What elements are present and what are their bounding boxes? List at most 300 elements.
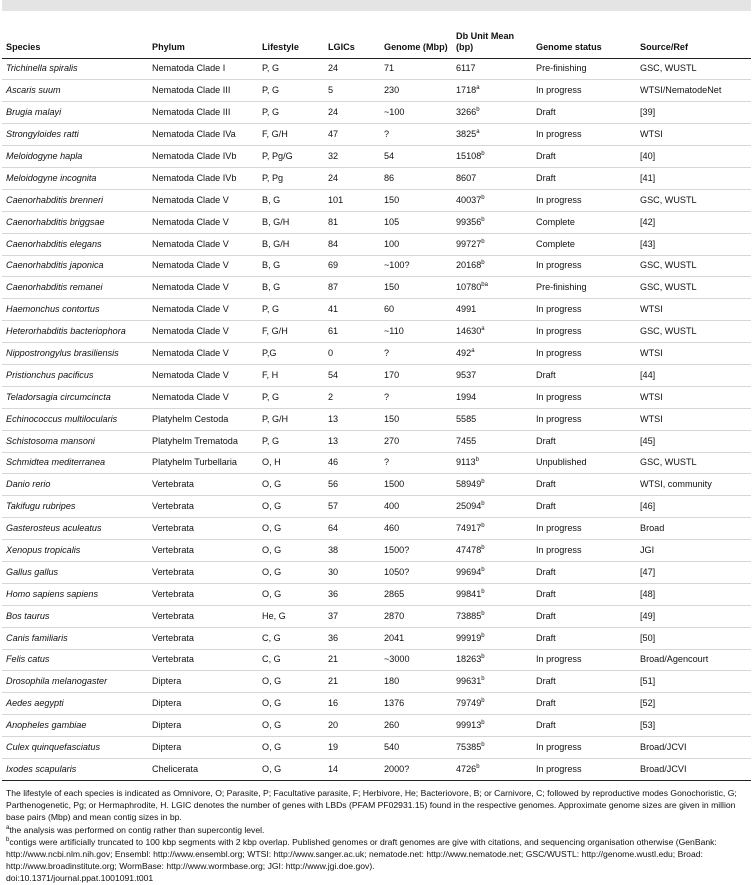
cell-genome: [380, 58, 452, 80]
cell-source-value: [47]: [640, 566, 656, 577]
cell-dbunit-footnote-mark: b: [481, 523, 485, 530]
cell-phylum-value: Vertebrata: [152, 479, 194, 490]
cell-phylum-value: Vertebrata: [152, 632, 194, 643]
cell-species: [2, 321, 148, 343]
cell-lifestyle-value: O, G: [262, 676, 282, 687]
cell-species: [2, 408, 148, 430]
cell-source: [636, 189, 751, 211]
table-row: [2, 386, 751, 408]
cell-dbunit-footnote-mark: b: [481, 238, 485, 245]
cell-lifestyle: [258, 759, 324, 781]
cell-phylum: [148, 452, 258, 474]
cell-dbunit-value: 3266: [456, 107, 477, 118]
cell-phylum: [148, 102, 258, 124]
table-row: [2, 715, 751, 737]
cell-source-value: [39]: [640, 107, 656, 118]
cell-dbunit: [452, 58, 532, 80]
cell-species-value: Pristionchus pacificus: [6, 369, 94, 380]
table-row: [2, 671, 751, 693]
cell-source: [636, 102, 751, 124]
cell-genome: [380, 124, 452, 146]
cell-genome-value: 180: [384, 676, 400, 687]
cell-status: [532, 167, 636, 189]
table-row: [2, 627, 751, 649]
cell-source-value: WTSI: [640, 413, 663, 424]
cell-lgics-value: 16: [328, 698, 339, 709]
footnote-b-mark: b: [6, 836, 10, 843]
cell-lifestyle-value: B, G/H: [262, 216, 290, 227]
table-row: [2, 693, 751, 715]
cell-status-value: Draft: [536, 107, 556, 118]
cell-dbunit-value: 7455: [456, 435, 477, 446]
cell-lifestyle-value: P, G: [262, 435, 280, 446]
cell-genome-value: 270: [384, 435, 400, 446]
table-row: [2, 124, 751, 146]
cell-lgics: [324, 561, 380, 583]
cell-lgics: [324, 321, 380, 343]
cell-status-value: In progress: [536, 85, 582, 96]
cell-lgics: [324, 452, 380, 474]
cell-genome: [380, 299, 452, 321]
cell-species-value: Anopheles gambiae: [6, 720, 87, 731]
table-row: [2, 299, 751, 321]
cell-status: [532, 715, 636, 737]
cell-lifestyle: [258, 715, 324, 737]
cell-source: [636, 759, 751, 781]
cell-species-value: Homo sapiens sapiens: [6, 588, 98, 599]
cell-source: [636, 737, 751, 759]
cell-status-value: Draft: [536, 588, 556, 599]
cell-phylum: [148, 408, 258, 430]
cell-lifestyle: [258, 58, 324, 80]
cell-dbunit-footnote-mark: b: [481, 676, 485, 683]
cell-source: [636, 58, 751, 80]
cell-dbunit-value: 9537: [456, 369, 477, 380]
cell-source-value: GSC, WUSTL: [640, 63, 697, 74]
cell-source: [636, 321, 751, 343]
cell-phylum: [148, 189, 258, 211]
cell-lgics: [324, 693, 380, 715]
cell-source: [636, 124, 751, 146]
cell-dbunit-value: 99694: [456, 566, 482, 577]
cell-dbunit: [452, 671, 532, 693]
cell-genome-value: 230: [384, 85, 400, 96]
table-row: [2, 255, 751, 277]
cell-lifestyle: [258, 408, 324, 430]
cell-genome: [380, 671, 452, 693]
cell-dbunit-footnote-mark: b: [475, 457, 479, 464]
cell-lgics-value: 0: [328, 347, 334, 358]
cell-dbunit-value: 99841: [456, 588, 482, 599]
cell-species: [2, 255, 148, 277]
cell-lifestyle: [258, 386, 324, 408]
table-body: [2, 58, 751, 780]
cell-status: [532, 58, 636, 80]
table-row: [2, 452, 751, 474]
cell-dbunit-footnote-mark: ba: [481, 282, 488, 289]
cell-species: [2, 605, 148, 627]
cell-species: [2, 540, 148, 562]
cell-lifestyle-value: O, G: [262, 479, 282, 490]
cell-species: [2, 343, 148, 365]
cell-lifestyle-value: P, G: [262, 391, 280, 402]
cell-source-value: [49]: [640, 610, 656, 621]
cell-dbunit-footnote-mark: a: [476, 129, 480, 136]
cell-genome: [380, 146, 452, 168]
cell-genome: [380, 189, 452, 211]
cell-species-value: Xenopus tropicalis: [6, 544, 81, 555]
cell-phylum-value: Vertebrata: [152, 654, 194, 665]
cell-lgics: [324, 715, 380, 737]
cell-source-value: [40]: [640, 150, 656, 161]
cell-phylum: [148, 649, 258, 671]
cell-phylum-value: Nematoda Clade III: [152, 85, 231, 96]
table-footnotes: [2, 781, 751, 885]
cell-lifestyle: [258, 518, 324, 540]
cell-phylum-value: Nematoda Clade V: [152, 347, 229, 358]
cell-source-value: GSC, WUSTL: [640, 260, 697, 271]
cell-source-value: WTSI, community: [640, 479, 712, 490]
cell-lifestyle-value: O, G: [262, 544, 282, 555]
cell-species: [2, 211, 148, 233]
table-row: [2, 561, 751, 583]
cell-source: [636, 561, 751, 583]
table-row: [2, 430, 751, 452]
cell-lgics: [324, 408, 380, 430]
cell-phylum: [148, 386, 258, 408]
cell-status-value: In progress: [536, 260, 582, 271]
cell-species: [2, 299, 148, 321]
footnote-b: [6, 836, 747, 873]
cell-dbunit-footnote-mark: b: [481, 501, 485, 508]
cell-phylum-value: Vertebrata: [152, 501, 194, 512]
cell-dbunit-footnote-mark: b: [476, 763, 480, 770]
cell-phylum-value: Platyhelm Turbellaria: [152, 457, 237, 468]
cell-dbunit: [452, 408, 532, 430]
table-row: [2, 233, 751, 255]
cell-lifestyle-value: P, G: [262, 107, 280, 118]
cell-source: [636, 343, 751, 365]
cell-species: [2, 58, 148, 80]
cell-lifestyle-value: B, G: [262, 194, 281, 205]
cell-genome-value: 2000?: [384, 763, 410, 774]
species-table: [2, 11, 751, 781]
cell-source-value: [52]: [640, 698, 656, 709]
cell-phylum-value: Nematoda Clade V: [152, 391, 229, 402]
cell-lgics: [324, 364, 380, 386]
cell-source-value: WTSI: [640, 304, 663, 315]
cell-genome-value: 2870: [384, 610, 405, 621]
cell-genome-value: 1050?: [384, 566, 410, 577]
cell-status-value: In progress: [536, 413, 582, 424]
cell-species-value: Gasterosteus aculeatus: [6, 523, 102, 534]
cell-phylum: [148, 364, 258, 386]
cell-phylum-value: Nematoda Clade IVb: [152, 172, 237, 183]
cell-source-value: [46]: [640, 501, 656, 512]
cell-dbunit-value: 3825: [456, 129, 477, 140]
cell-dbunit: [452, 649, 532, 671]
cell-status-value: Draft: [536, 501, 556, 512]
footnote-a: [6, 824, 747, 836]
cell-source-value: WTSI: [640, 129, 663, 140]
cell-genome-value: 100: [384, 238, 400, 249]
cell-species-value: Canis familiaris: [6, 632, 68, 643]
cell-source: [636, 518, 751, 540]
cell-lgics: [324, 649, 380, 671]
cell-dbunit: [452, 343, 532, 365]
cell-lgics: [324, 737, 380, 759]
cell-species-value: Haemonchus contortus: [6, 304, 100, 315]
cell-species-value: Schmidtea mediterranea: [6, 457, 106, 468]
cell-phylum: [148, 518, 258, 540]
cell-genome-value: 1500: [384, 479, 405, 490]
cell-genome: [380, 540, 452, 562]
cell-dbunit-value: 8607: [456, 172, 477, 183]
cell-source-value: [41]: [640, 172, 656, 183]
cell-genome: [380, 321, 452, 343]
cell-phylum-value: Nematoda Clade I: [152, 63, 226, 74]
table-row: [2, 211, 751, 233]
cell-lgics-value: 2: [328, 391, 334, 402]
cell-dbunit-value: 10780: [456, 282, 482, 293]
cell-lgics: [324, 102, 380, 124]
cell-lgics: [324, 627, 380, 649]
cell-source-value: JGI: [640, 544, 655, 555]
cell-dbunit: [452, 627, 532, 649]
cell-species-value: Ixodes scapularis: [6, 763, 77, 774]
cell-status-value: Draft: [536, 676, 556, 687]
cell-genome: [380, 452, 452, 474]
cell-lifestyle: [258, 189, 324, 211]
cell-species-value: Gallus gallus: [6, 566, 59, 577]
table-row: [2, 189, 751, 211]
cell-dbunit-value: 1994: [456, 391, 477, 402]
cell-species: [2, 233, 148, 255]
cell-dbunit-value: 99631: [456, 676, 482, 687]
cell-lgics: [324, 759, 380, 781]
cell-dbunit-value: 99913: [456, 720, 482, 731]
cell-lgics-value: 41: [328, 304, 339, 315]
cell-lifestyle: [258, 80, 324, 102]
cell-species-value: Caenorhabditis elegans: [6, 238, 102, 249]
cell-species: [2, 80, 148, 102]
cell-genome-value: 86: [384, 172, 395, 183]
cell-phylum-value: Diptera: [152, 676, 182, 687]
footnote-b-text: contigs were artificially truncated to 100 kbp segments with 2 kbp overlap. Published genomes or draft genomes are give with citations, and sequencing organisation otherwise (GenBank: http://www.ncbi.nlm.nih.gov; Ensembl: http://www.ensembl.org; WTSI: http://www.sanger.ac.uk; nematode.net: http://www.nematode.net; GSC/WUSTL: http://genome.wustl.edu; Broad: http://www.broadinstitute.org; WormBase: http://www.wormbase.org; JGI: http://www.jgi.doe.gov).: [6, 836, 717, 872]
cell-genome: [380, 715, 452, 737]
cell-lifestyle-value: C, G: [262, 654, 281, 665]
cell-species: [2, 737, 148, 759]
table-row: [2, 518, 751, 540]
cell-species: [2, 649, 148, 671]
cell-status: [532, 627, 636, 649]
cell-species-value: Caenorhabditis brenneri: [6, 194, 104, 205]
cell-species-value: Heterorhabditis bacteriophora: [6, 326, 126, 337]
cell-phylum-value: Nematoda Clade V: [152, 238, 229, 249]
cell-lifestyle: [258, 627, 324, 649]
cell-lgics: [324, 583, 380, 605]
cell-phylum-value: Chelicerata: [152, 763, 198, 774]
cell-phylum: [148, 474, 258, 496]
table-row: [2, 102, 751, 124]
cell-status-value: In progress: [536, 544, 582, 555]
cell-genome-value: ~110: [384, 326, 404, 337]
cell-lgics: [324, 540, 380, 562]
cell-status-value: Complete: [536, 238, 575, 249]
cell-source: [636, 540, 751, 562]
header-dbunit: Db Unit Mean (bp): [452, 11, 532, 58]
cell-lgics: [324, 496, 380, 518]
cell-species-value: Danio rerio: [6, 479, 51, 490]
cell-species: [2, 693, 148, 715]
cell-lgics: [324, 167, 380, 189]
cell-status-value: In progress: [536, 304, 582, 315]
cell-lgics: [324, 299, 380, 321]
cell-genome-value: 60: [384, 304, 395, 315]
cell-phylum-value: Nematoda Clade IVa: [152, 129, 236, 140]
cell-source: [636, 255, 751, 277]
cell-lifestyle-value: P,G: [262, 347, 277, 358]
table-row: [2, 80, 751, 102]
cell-lifestyle: [258, 146, 324, 168]
cell-status-value: In progress: [536, 742, 582, 752]
cell-status-value: In progress: [536, 347, 582, 358]
cell-phylum-value: Diptera: [152, 720, 182, 731]
cell-lgics: [324, 58, 380, 80]
cell-species: [2, 146, 148, 168]
cell-phylum: [148, 233, 258, 255]
cell-lgics-value: 61: [328, 326, 339, 337]
cell-status: [532, 124, 636, 146]
cell-genome-value: 170: [384, 369, 400, 380]
cell-lifestyle: [258, 430, 324, 452]
cell-species-value: Caenorhabditis briggsae: [6, 216, 105, 227]
cell-species: [2, 671, 148, 693]
cell-lifestyle: [258, 693, 324, 715]
cell-dbunit-value: 99727: [456, 238, 482, 249]
cell-dbunit-value: 25094: [456, 501, 482, 512]
cell-dbunit: [452, 211, 532, 233]
cell-status: [532, 255, 636, 277]
cell-species-value: Schistosoma mansoni: [6, 435, 95, 446]
cell-lifestyle: [258, 474, 324, 496]
table-row: [2, 58, 751, 80]
cell-status-value: Unpublished: [536, 457, 587, 468]
cell-lifestyle: [258, 364, 324, 386]
cell-dbunit-value: 6117: [456, 63, 476, 74]
cell-dbunit-value: 58949: [456, 479, 482, 490]
cell-genome-value: ~100: [384, 107, 405, 118]
cell-phylum-value: Vertebrata: [152, 566, 194, 577]
table-row: [2, 540, 751, 562]
cell-dbunit-value: 9113: [456, 457, 476, 468]
cell-status-value: Draft: [536, 150, 556, 161]
cell-source: [636, 693, 751, 715]
cell-lgics: [324, 343, 380, 365]
cell-phylum-value: Nematoda Clade IVb: [152, 150, 237, 161]
cell-dbunit: [452, 583, 532, 605]
cell-species-value: Brugia malayi: [6, 107, 62, 118]
cell-lifestyle: [258, 605, 324, 627]
cell-source: [636, 583, 751, 605]
cell-dbunit: [452, 540, 532, 562]
cell-source-value: WTSI: [640, 347, 663, 358]
cell-genome-value: 1376: [384, 698, 405, 709]
cell-dbunit-footnote-mark: b: [481, 194, 485, 201]
cell-lifestyle: [258, 737, 324, 759]
cell-dbunit-value: 47478: [456, 544, 482, 555]
cell-lgics-value: 81: [328, 216, 339, 227]
cell-status-value: Pre-finishing: [536, 63, 587, 74]
cell-source: [636, 649, 751, 671]
cell-genome-value: ~3000: [384, 654, 410, 665]
table-row: [2, 408, 751, 430]
cell-lifestyle-value: O, G: [262, 720, 282, 731]
cell-species: [2, 496, 148, 518]
cell-phylum: [148, 343, 258, 365]
cell-source-value: [48]: [640, 588, 656, 599]
cell-status: [532, 430, 636, 452]
cell-source: [636, 299, 751, 321]
cell-dbunit-value: 1718: [456, 85, 477, 96]
cell-phylum-value: Nematoda Clade V: [152, 304, 229, 315]
cell-phylum: [148, 430, 258, 452]
cell-species: [2, 561, 148, 583]
cell-source-value: GSC, WUSTL: [640, 457, 697, 468]
cell-phylum: [148, 737, 258, 759]
cell-lifestyle-value: P, G: [262, 85, 280, 96]
table-row: [2, 167, 751, 189]
cell-dbunit: [452, 715, 532, 737]
cell-status-value: Draft: [536, 369, 556, 380]
cell-dbunit: [452, 474, 532, 496]
cell-lgics: [324, 277, 380, 299]
cell-source-value: Broad/JCVI: [640, 742, 687, 752]
cell-phylum: [148, 321, 258, 343]
cell-dbunit-value: 73885: [456, 610, 482, 621]
cell-lgics-value: 24: [328, 107, 339, 118]
cell-lifestyle: [258, 321, 324, 343]
cell-dbunit: [452, 452, 532, 474]
cell-phylum-value: Vertebrata: [152, 523, 194, 534]
cell-dbunit: [452, 759, 532, 781]
cell-genome-value: ?: [384, 457, 390, 468]
cell-species: [2, 715, 148, 737]
footnote-main: The lifestyle of each species is indicated as Omnivore, O; Parasite, P; Facultative parasite, F; Herbivore, He; Bacteriovore, B; or Carnivore, C; followed by reproductive modes Gonochoristic, G; Parthenogenetic, Pg; or Hermaphrodite, H. LGIC denotes the number of genes with LBDs (PFAM PF02931.15) found in the respective genomes. Approximate genome sizes are given in million base pairs (Mbp) and mean contig sizes in bp.: [6, 787, 737, 823]
cell-lgics-value: 24: [328, 63, 339, 74]
cell-phylum: [148, 255, 258, 277]
table-row: [2, 759, 751, 781]
cell-lifestyle-value: F, G/H: [262, 326, 288, 337]
cell-dbunit: [452, 124, 532, 146]
cell-lgics-value: 32: [328, 150, 339, 161]
cell-dbunit-footnote-mark: b: [481, 260, 485, 267]
cell-lifestyle-value: C, G: [262, 632, 281, 643]
cell-dbunit-footnote-mark: b: [481, 566, 485, 573]
cell-status-value: Draft: [536, 566, 556, 577]
cell-genome-value: ?: [384, 347, 390, 358]
cell-dbunit: [452, 102, 532, 124]
cell-genome-value: 105: [384, 216, 400, 227]
cell-phylum: [148, 277, 258, 299]
cell-phylum: [148, 58, 258, 80]
cell-status-value: Draft: [536, 720, 556, 731]
cell-genome: [380, 386, 452, 408]
cell-genome-value: ~100?: [384, 260, 410, 271]
cell-lgics-value: 69: [328, 260, 339, 271]
cell-genome: [380, 496, 452, 518]
cell-lifestyle-value: P, Pg/G: [262, 150, 293, 161]
